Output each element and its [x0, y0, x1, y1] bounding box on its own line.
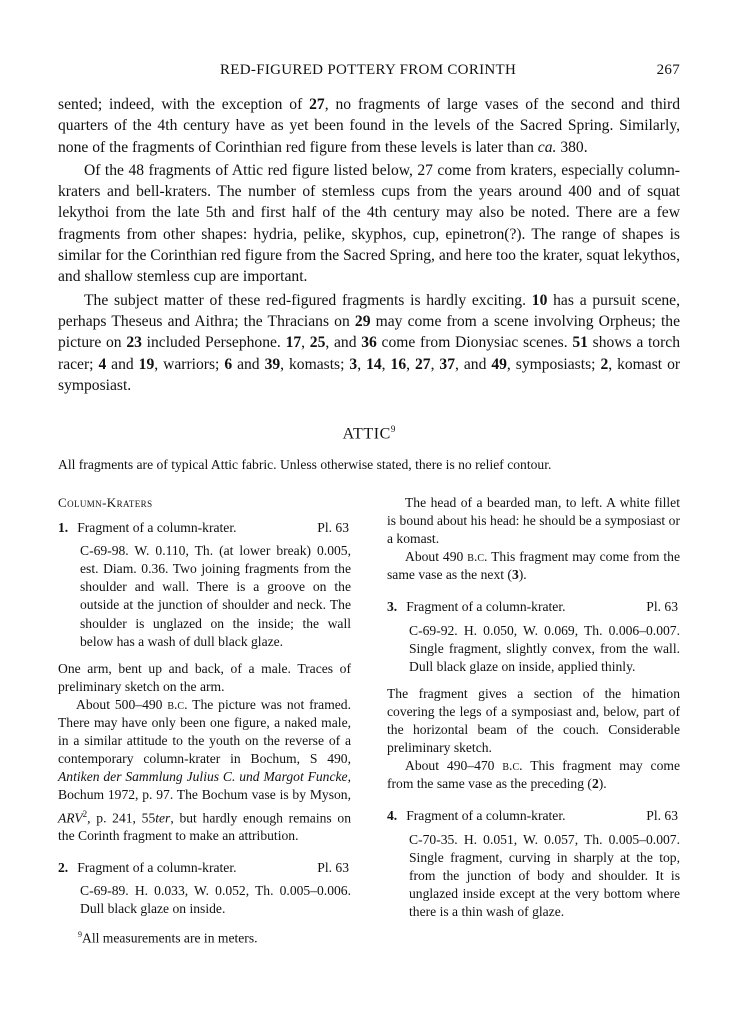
catalog-entry-2	[58, 859, 351, 918]
entry-heading	[387, 598, 680, 616]
catalog-entry-1	[58, 519, 351, 845]
plate-reference: Pl. 63	[646, 599, 678, 615]
entry-description: Fragment of a column-krater.	[77, 860, 237, 876]
attic-intro: All fragments are of typical Attic fabric. Unless otherwise stated, there is no relief contour.	[58, 457, 552, 472]
entry-commentary: About 500–490 b.c. The picture was not framed. There may have only been one figure, a naked male, in a similar attitude to the youth on the reverse of a contemporary column-krater in Bochum, S 490, Antiken der Sammlung Julius C. und Margot Funcke, Bochum 1972, p. 97. The Bochum vase is by Myson, ARV$^2$, p. 241, 55ter, but hardly enough remains on the Corinth fragment to make an attribution.	[58, 696, 352, 844]
entry-description-text: One arm, bent up and back, of a male. Traces of preliminary sketch on the arm.	[58, 660, 351, 694]
catalog-entry-4	[387, 807, 680, 921]
entry-heading	[387, 807, 680, 825]
entry-number: 1.	[58, 520, 69, 536]
entry-2-commentary: About 490 b.c. This fragment may come from the same vase as the next (3).	[387, 549, 680, 583]
catalog-details: C-69-92. H. 0.050, W. 0.069, Th. 0.006–0.007. Single fragment, slightly convex, from the wall. Dull black glaze on inside, applied thinly.	[409, 622, 680, 674]
page-number: 267	[656, 62, 680, 78]
entry-number: 2.	[58, 860, 69, 876]
subsection-label: Column-Kraters	[58, 495, 153, 510]
plate-reference: Pl. 63	[646, 808, 678, 824]
entry-description: Fragment of a column-krater.	[406, 599, 566, 615]
entry-description: Fragment of a column-krater.	[406, 808, 566, 824]
entry-2-description-text: The head of a bearded man, to left. A white fillet is bound about his head: he should be a symposiast or a komast.	[387, 495, 680, 547]
catalog-entry-3	[387, 598, 680, 793]
plate-reference: Pl. 63	[317, 860, 349, 876]
entry-number: 4.	[387, 808, 398, 824]
entry-description-text: The fragment gives a section of the himation covering the legs of a symposiast and, below, part of the horizontal beam of the couch. Considerable preliminary sketch.	[387, 685, 680, 756]
footnote	[78, 930, 258, 947]
catalog-details: C-69-89. H. 0.033, W. 0.052, Th. 0.005–0.006. Dull black glaze on inside.	[80, 883, 351, 917]
intro-text	[58, 94, 680, 396]
running-title: RED-FIGURED POTTERY FROM CORINTH	[220, 62, 517, 78]
right-column	[387, 494, 680, 930]
left-column	[58, 494, 351, 928]
footnote-number: 9	[78, 930, 82, 939]
catalog-details: C-70-35. H. 0.051, W. 0.057, Th. 0.005–0.007. Single fragment, curving in sharply at the top, from the junction of body and shoulder. It is unglazed inside except at the very bottom where there is a thin wash of glaze.	[409, 831, 680, 919]
plate-reference: Pl. 63	[317, 520, 349, 536]
entry-description: Fragment of a column-krater.	[77, 520, 237, 536]
footnote-text: All measurements are in meters.	[82, 930, 258, 946]
entry-heading	[58, 859, 351, 877]
intro-paragraph-3: The subject matter of these red-figured fragments is hardly exciting. 10 has a pursuit scene, perhaps Theseus and Aithra; the Thracians on 29 may come from a scene involving Orpheus; the picture on 23 included Persephone. 17, 25, and 36 come from Dionysiac scenes. 51 shows a torch racer; 4 and 19, warriors; 6 and 39, komasts; 3, 14, 16, 27, 37, and 49, symposiasts; 2, komast or symposiast.	[58, 291, 681, 394]
entry-heading	[58, 519, 351, 537]
intro-paragraph-2: Of the 48 fragments of Attic red figure listed below, 27 come from kraters, especially column-kraters and bell-kraters. The number of stemless cups from the years around 400 and of squat lekythoi from the late 5th and first half of the 4th century may also be noted. There are a few fragments from other shapes: hydria, pelike, skyphos, cup, epinetron(?). The range of shapes is similar for the Corinthian red figure from the Sacred Spring, and here too the krater, squat lekythos, and shallow stemless cup are important.	[58, 161, 680, 286]
entry-number: 3.	[387, 599, 398, 615]
entry-commentary: About 490–470 b.c. This fragment may come from the same vase as the preceding (2).	[387, 758, 680, 792]
catalog-details: C-69-98. W. 0.110, Th. (at lower break) 0.005, est. Diam. 0.36. Two joining fragments from the shoulder and wall. There is a groove on the outside at the junction of shoulder and neck. The shoulder is unglazed on the inside; the wall below has a wash of dull black glaze.	[80, 543, 351, 649]
footnote-marker: 9	[390, 424, 396, 434]
section-title-attic: ATTIC$^9$	[342, 424, 396, 443]
intro-paragraph-1: sented; indeed, with the exception of 27, no fragments of large vases of the second and third quarters of the 4th century have as yet been found in the levels of the Sacred Spring. Similarly, none of the fragments of Corinthian red figure from these levels is later than ca. 380.	[58, 96, 680, 156]
